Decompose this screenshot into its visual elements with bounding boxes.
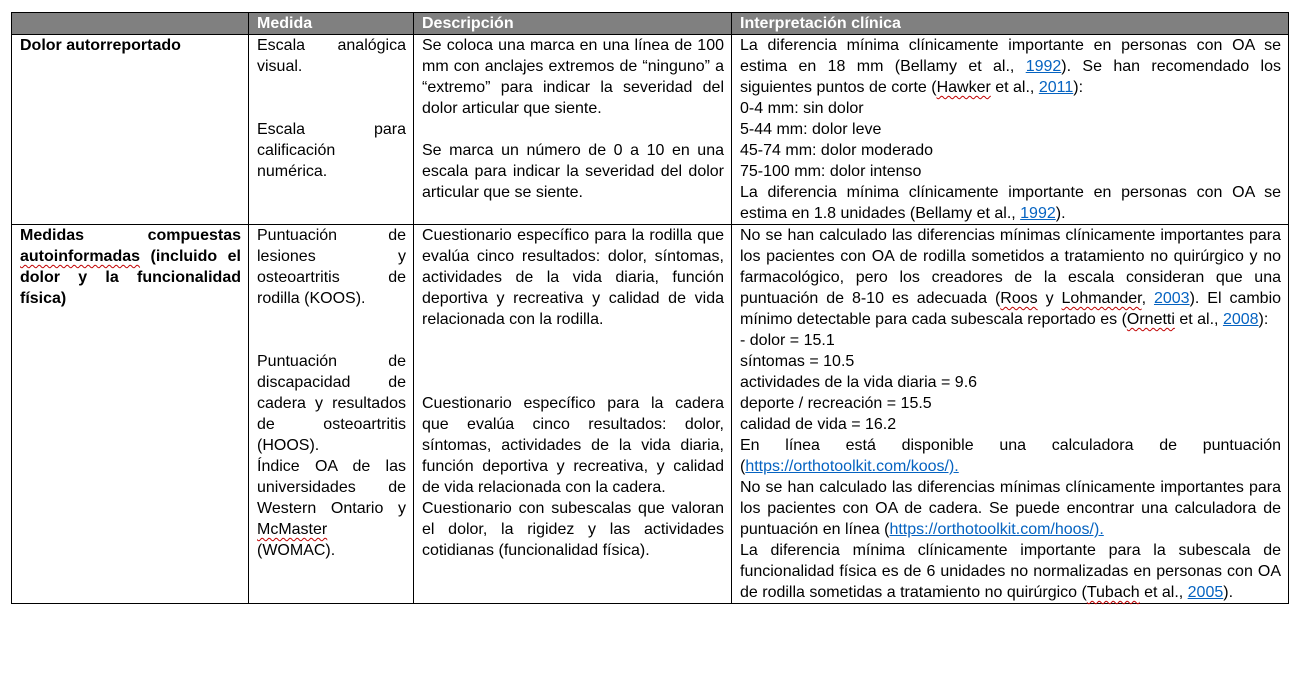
interp-ecn-text: La diferencia mínima clínicamente importante en personas con OA se estima en 1.8 unidades (Bellamy et al., 1992). [740, 184, 1281, 222]
row-dolor [12, 35, 1289, 225]
desc-hoos: Cuestionario específico para la cadera que evalúa cinco resultados: dolor, síntomas, actividades de la vida diaria, función deportiva y recreativa, y calidad de vida relacionada con la cadera. [422, 395, 724, 496]
subscale-line: - dolor = 15.1 [740, 332, 835, 349]
ref-link-1992[interactable]: 1992 [1020, 205, 1056, 222]
header-empty [12, 13, 249, 35]
ref-link-2003[interactable]: 2003 [1153, 290, 1190, 307]
subscale-line: calidad de vida = 16.2 [740, 416, 897, 433]
ref-link-1992[interactable]: 1992 [1025, 58, 1062, 75]
author-ornetti: Ornetti [1126, 311, 1175, 328]
medida-koos: Puntuación de lesiones y osteoartritis de rodilla (KOOS). [257, 227, 406, 307]
row-label-compuestas: Medidas compuestas autoinformadas (incluido el dolor y la funcionalidad física) [12, 225, 249, 604]
author-tubach: Tubach [1086, 584, 1140, 601]
subscale-line: deporte / recreación = 15.5 [740, 395, 932, 412]
header-interpretacion: Interpretación clínica [732, 13, 1289, 35]
header-row [12, 13, 1289, 35]
koos-calculator-text: En línea está disponible una calculadora de puntuación (https://orthotoolkit.com/koos/). [740, 437, 1281, 475]
desc-cell-dolor [414, 35, 732, 225]
interp-koos-text: No se han calculado las diferencias mínimas clínicamente importantes para los pacientes con OA de rodilla sometidos a tratamiento no quirúrgico y no farmacológico, pero los creadores de la escala consideran que una puntuación de 8-10 es adecuada (Roos y Lohmander, 2003). El cambio mínimo detectable para cada subescala reportado es (Ornetti et al., 2008): [740, 227, 1282, 328]
author-roos: Roos [1000, 290, 1038, 307]
cutoff-line: 5-44 mm: dolor leve [740, 121, 882, 138]
medida-cell-compuestas [249, 225, 414, 604]
desc-cell-compuestas [414, 225, 732, 604]
author-lohmander: Lohmander [1061, 290, 1142, 307]
interp-cell-dolor [732, 35, 1289, 225]
squiggle-mcmaster: McMaster [257, 521, 328, 538]
row-compuestas [12, 225, 1289, 604]
ref-link-2008[interactable]: 2008 [1222, 311, 1259, 328]
interp-cell-compuestas [732, 225, 1289, 604]
row-label-dolor: Dolor autorreportado [12, 35, 249, 225]
cutoff-line: 75-100 mm: dolor intenso [740, 163, 922, 180]
medida-ecn: Escala para calificación numérica. [257, 121, 406, 180]
koos-calculator-link[interactable]: https://orthotoolkit.com/koos/). [745, 458, 959, 475]
label-squiggle: autoinformadas [20, 248, 141, 265]
desc-eva: Se coloca una marca en una línea de 100 mm con anclajes extremos de “ninguno” a “extremo” para indicar la severidad del dolor articular que siente. [422, 37, 724, 117]
medida-eva: Escala analógica visual. [257, 37, 406, 75]
interp-hoos-text: No se han calculado las diferencias mínimas clínicamente importantes para los pacientes con OA de cadera. Se puede encontrar una calculadora de puntuación en línea (https://orthotoolkit.com/hoos/). [740, 479, 1281, 538]
desc-koos: Cuestionario específico para la rodilla que evalúa cinco resultados: dolor, síntomas, actividades de la vida diaria, función deportiva y recreativa y calidad de vida relacionada con la rodilla. [422, 227, 724, 328]
desc-ecn: Se marca un número de 0 a 10 en una escala para indicar la severidad del dolor articular que se siente. [422, 142, 724, 201]
cutoff-line: 0-4 mm: sin dolor [740, 100, 864, 117]
author-hawker: Hawker [936, 79, 991, 96]
header-medida: Medida [249, 13, 414, 35]
desc-womac: Cuestionario con subescalas que valoran el dolor, la rigidez y las actividades cotidianas (funcionalidad física). [422, 500, 724, 559]
ref-link-2005[interactable]: 2005 [1187, 584, 1224, 601]
interp-womac-text: La diferencia mínima clínicamente importante para la subescala de funcionalidad física es de 6 unidades no normalizadas en personas con OA de rodilla sometidas a tratamiento no quirúrgico (Tubach et al., 2005). [740, 542, 1281, 601]
medida-hoos: Puntuación de discapacidad de cadera y resultados de osteoartritis (HOOS). [257, 353, 406, 454]
hoos-calculator-link[interactable]: https://orthotoolkit.com/hoos/). [889, 521, 1104, 538]
ref-link-2011[interactable]: 2011 [1038, 79, 1074, 96]
header-descripcion: Descripción [414, 13, 732, 35]
medida-womac: Índice OA de las universidades de Western Ontario y McMaster (WOMAC). [257, 458, 406, 559]
subscale-line: actividades de la vida diaria = 9.6 [740, 374, 978, 391]
subscale-line: síntomas = 10.5 [740, 353, 855, 370]
interp-eva-text: La diferencia mínima clínicamente importante en personas con OA se estima en 18 mm (Bellamy et al., 1992). Se han recomendado los siguientes puntos de corte (Hawker et al., 2011): [740, 37, 1281, 96]
medida-cell-dolor [249, 35, 414, 225]
measures-table [11, 12, 1289, 604]
cutoff-line: 45-74 mm: dolor moderado [740, 142, 933, 159]
